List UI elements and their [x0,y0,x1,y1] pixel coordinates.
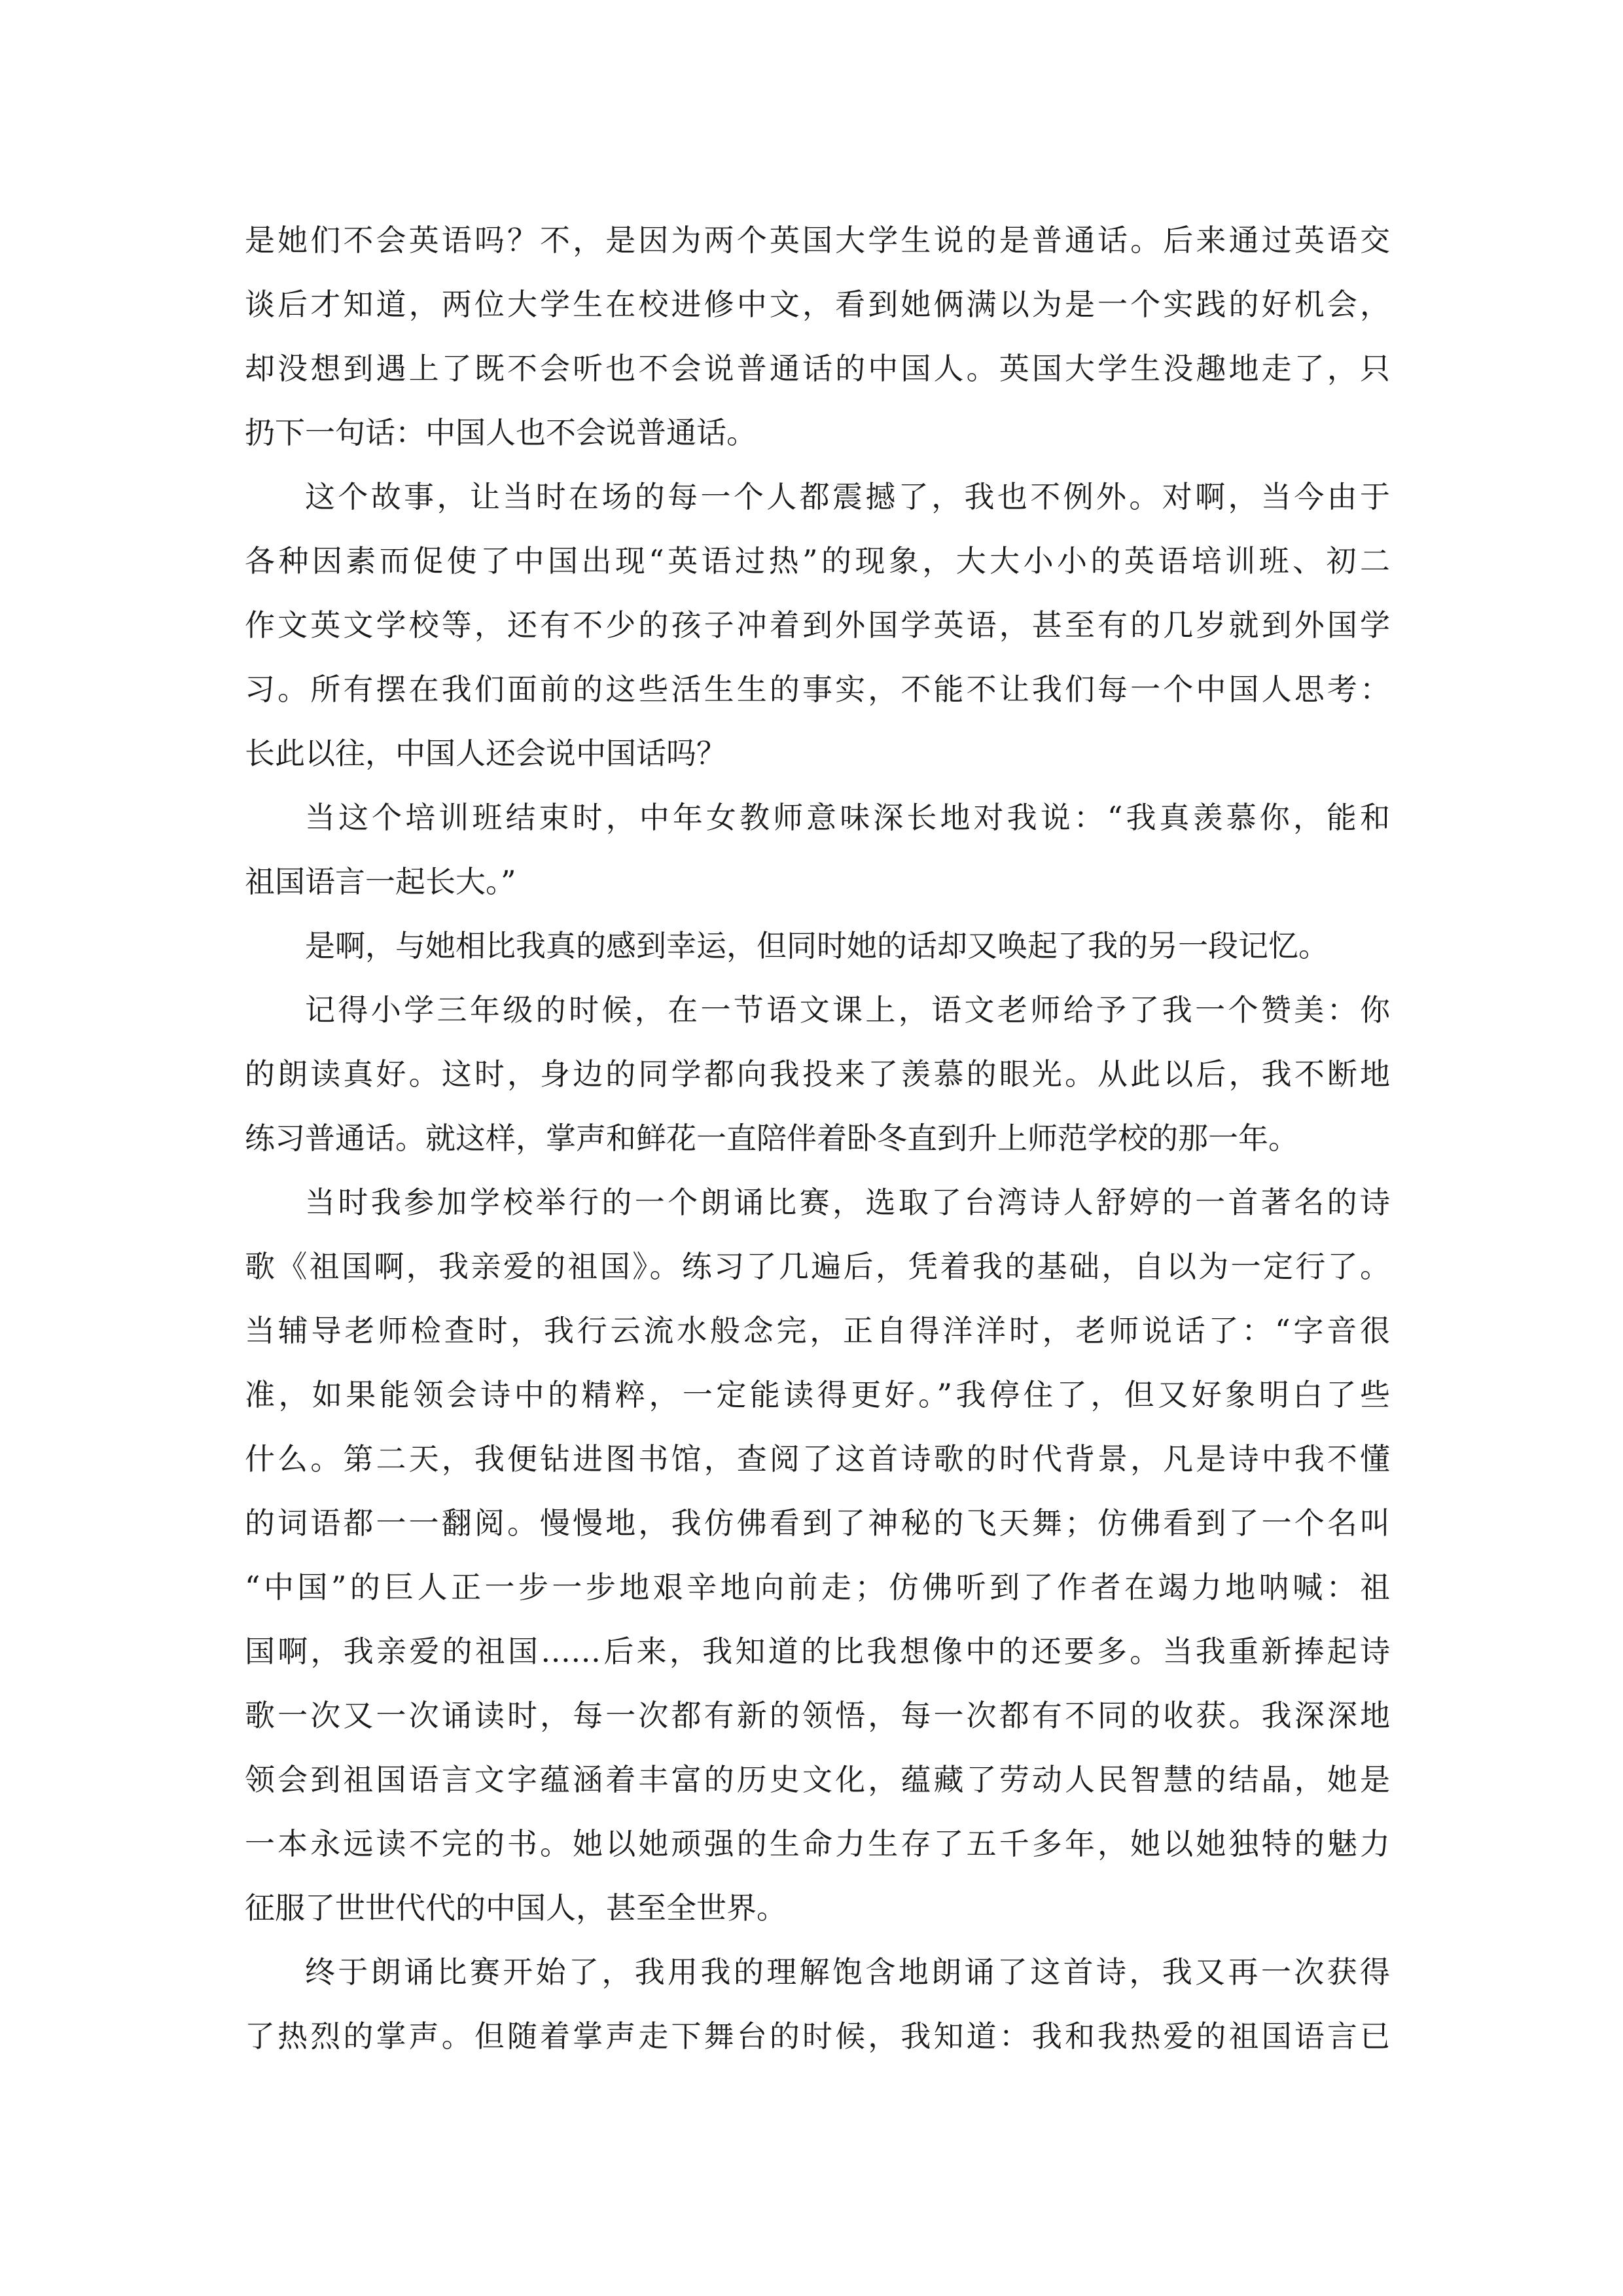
text-line: 歌《祖国啊，我亲爱的祖国》。练习了几遍后，凭着我的基础，自以为一定行了。 [245,1249,1390,1284]
text-line: 的词语都一一翻阅。慢慢地，我仿佛看到了神秘的飞天舞；仿佛看到了一个名叫 [245,1505,1390,1541]
text-line: 当辅导老师检查时，我行云流水般念完，正自得洋洋时，老师说话了：“字音很 [245,1313,1390,1348]
text-line: 习。所有摆在我们面前的这些活生生的事实，不能不让我们每一个中国人思考： [245,672,1390,707]
text-line: 什么。第二天，我便钻进图书馆，查阅了这首诗歌的时代背景，凡是诗中我不懂 [245,1441,1390,1477]
text-line: 歌一次又一次诵读时，每一次都有新的领悟，每一次都有不同的收获。我深深地 [245,1698,1390,1733]
text-line: 准，如果能领会诗中的精粹，一定能读得更好。”我停住了，但又好象明白了些 [245,1377,1390,1412]
text-line: 一本永远读不完的书。她以她顽强的生命力生存了五千多年，她以她独特的魅力 [245,1826,1390,1861]
text-line: 领会到祖国语言文字蕴涵着丰富的历史文化，蕴藏了劳动人民智慧的结晶，她是 [245,1762,1390,1797]
paragraph [245,1170,1390,1940]
paragraph [245,785,1390,914]
text-line: 练习普通话。就这样，掌声和鲜花一直陪伴着卧冬直到升上师范学校的那一年。 [245,1121,1298,1156]
text-line: 这个故事，让当时在场的每一个人都震撼了，我也不例外。对啊，当今由于 [305,479,1390,514]
paragraph [245,208,1390,465]
paragraph [245,978,1390,1170]
text-line: 当这个培训班结束时，中年女教师意味深长地对我说：“我真羡慕你，能和 [305,800,1390,835]
text-line: 记得小学三年级的时候，在一节语文课上，语文老师给予了我一个赞美：你 [305,992,1390,1028]
text-line: 作文英文学校等，还有不少的孩子冲着到外国学英语，甚至有的几岁就到外国学 [245,607,1390,643]
paragraph [245,465,1390,785]
text-line: 长此以往，中国人还会说中国话吗？ [245,736,726,771]
text-line: 是她们不会英语吗？不，是因为两个英国大学生说的是普通话。后来通过英语交 [245,223,1390,258]
paragraph [245,1940,1390,2068]
text-line: 祖国语言一起长大。” [245,864,516,899]
text-line: 的朗读真好。这时，身边的同学都向我投来了羡慕的眼光。从此以后，我不断地 [245,1056,1390,1092]
text-line: 谈后才知道，两位大学生在校进修中文，看到她俩满以为是一个实践的好机会， [245,287,1390,322]
text-line: 各种因素而促使了中国出现“英语过热”的现象，大大小小的英语培训班、初二 [245,543,1390,579]
text-line: 国啊，我亲爱的祖国……后来，我知道的比我想像中的还要多。当我重新捧起诗 [245,1634,1390,1669]
body-text [245,208,1390,2068]
text-line: 了热烈的掌声。但随着掌声走下舞台的时候，我知道：我和我热爱的祖国语言已 [245,2018,1390,2054]
text-line: 征服了世世代代的中国人，甚至全世界。 [245,1890,787,1926]
paragraph [245,914,1390,978]
text-line: 却没想到遇上了既不会听也不会说普通话的中国人。英国大学生没趣地走了，只 [245,351,1390,386]
text-line: 是啊，与她相比我真的感到幸运，但同时她的话却又唤起了我的另一段记忆。 [305,928,1329,963]
text-line: 当时我参加学校举行的一个朗诵比赛，选取了台湾诗人舒婷的一首著名的诗 [305,1185,1390,1220]
text-line: 扔下一句话：中国人也不会说普通话。 [245,415,757,450]
text-line: “中国”的巨人正一步一步地艰辛地向前走；仿佛听到了作者在竭力地呐喊：祖 [245,1570,1390,1605]
text-line: 终于朗诵比赛开始了，我用我的理解饱含地朗诵了这首诗，我又再一次获得 [305,1954,1390,1990]
